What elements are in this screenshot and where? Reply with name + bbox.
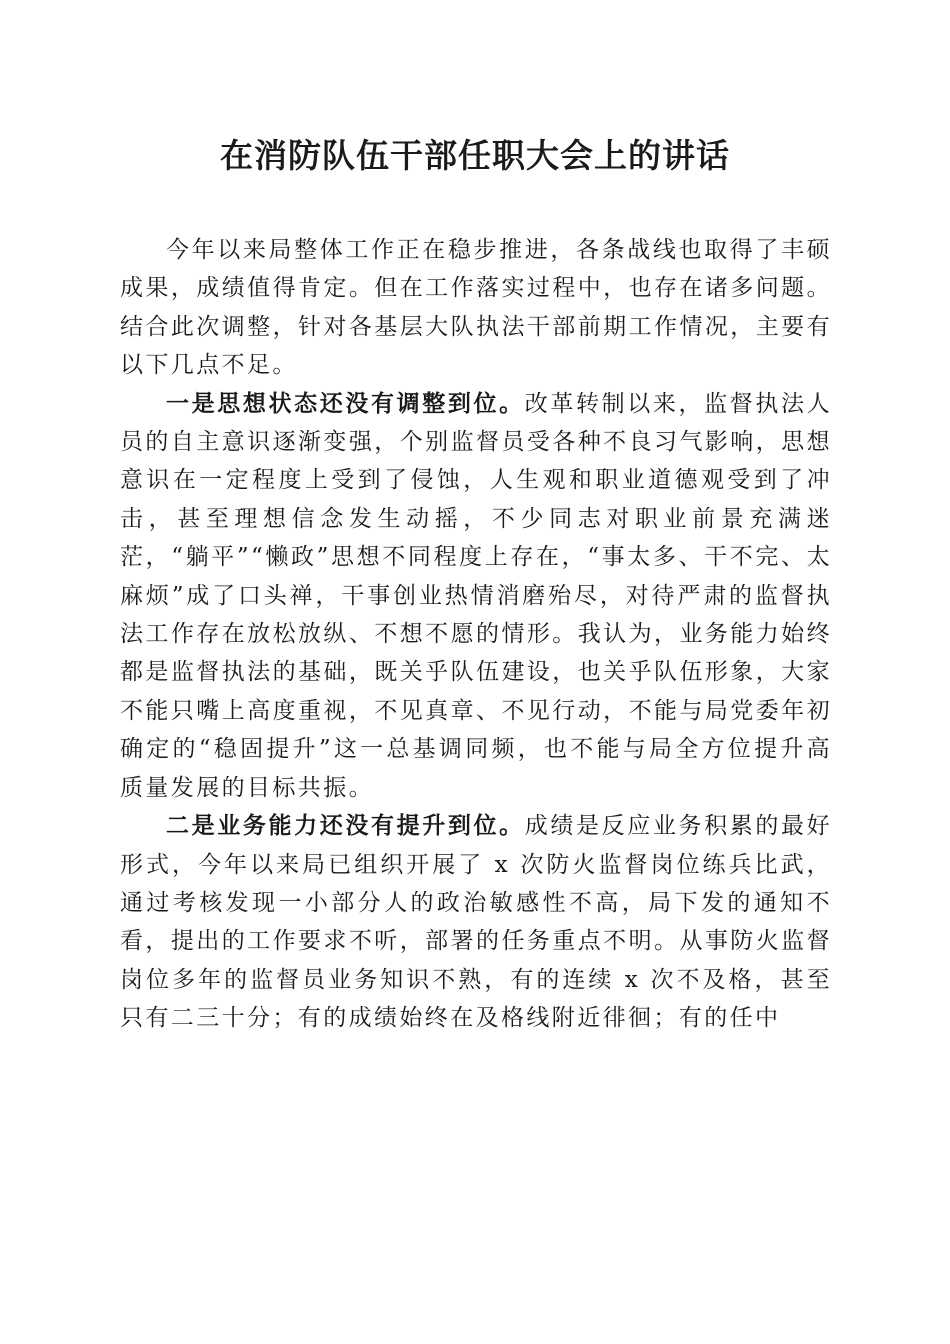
paragraph-point-two (120, 807, 832, 1037)
paragraph-lead: 一是思想状态还没有调整到位。 (166, 389, 525, 417)
paragraph-text: 今年以来局整体工作正在稳步推进，各条战线也取得了丰硕成果，成绩值得肯定。但在工作落实过程中，也存在诸多问题。结合此次调整，针对各基层大队执法干部前期工作情况，主要有以下几点不足。 (120, 237, 832, 379)
paragraph-intro (120, 231, 832, 385)
paragraph-point-one (120, 385, 832, 807)
paragraph-lead: 二是业务能力还没有提升到位。 (166, 812, 525, 840)
paragraph-text: 成绩是反应业务积累的最好形式，今年以来局已组织开展了 x 次防火监督岗位练兵比武，通过考核发现一小部分人的政治敏感性不高，局下发的通知不看，提出的工作要求不听，部署的任务重点不明。从事防火监督岗位多年的监督员业务知识不熟，有的连续 x 次不及格，甚至只有二三十分；有的成绩始终在及格线附近徘徊；有的任中 (120, 813, 832, 1032)
paragraph-text: 改革转制以来，监督执法人员的自主意识逐渐变强，个别监督员受各种不良习气影响，思想意识在一定程度上受到了侵蚀，人生观和职业道德观受到了冲击，甚至理想信念发生动摇，不少同志对职业前景充满迷茫，“躺平”“懒政”思想不同程度上存在，“事太多、干不完、太麻烦”成了口头禅，干事创业热情消磨殆尽，对待严肃的监督执法工作存在放松放纵、不想不愿的情形。我认为，业务能力始终都是监督执法的基础，既关乎队伍建设，也关乎队伍形象，大家不能只嘴上高度重视，不见真章、不见行动，不能与局党委年初确定的“稳固提升”这一总基调同频，也不能与局全方位提升高质量发展的目标共振。 (120, 390, 832, 801)
document-title: 在消防队伍干部任职大会上的讲话 (220, 136, 730, 175)
document-body (120, 231, 832, 1038)
